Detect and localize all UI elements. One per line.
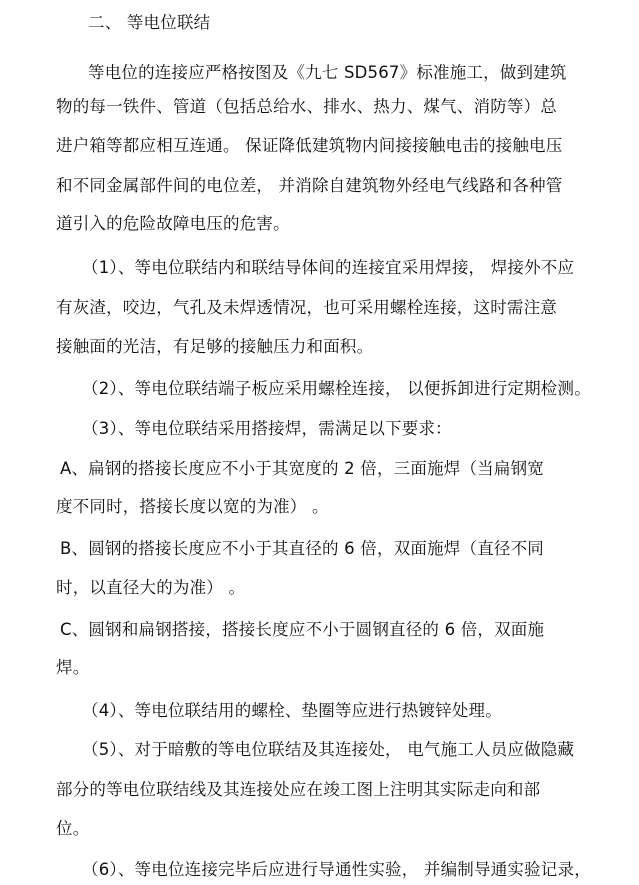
paragraph-line: 等电位的连接应严格按图及《九七 SD567》标准施工，做到建筑: [88, 63, 567, 82]
paragraph-line: 位。: [56, 819, 90, 838]
paragraph-line: 接触面的光洁，有足够的接触压力和面积。: [56, 337, 374, 356]
section-heading: 二、 等电位联结: [88, 13, 211, 32]
paragraph-line: 有灰渣，咬边，气孔及未焊透情况，也可采用螺栓连接，这时需注意: [56, 298, 557, 317]
list-item-6: （6）、等电位连接完毕后应进行导通性实验， 并编制导通实验记录，: [82, 860, 591, 879]
list-item-2: （2）、等电位联结端子板应采用螺栓连接， 以便拆卸进行定期检测。: [82, 379, 591, 398]
paragraph-line: 焊。: [56, 658, 90, 677]
paragraph-line: 部分的等电位联结线及其连接处应在竣工图上注明其实际走向和部: [56, 780, 541, 799]
paragraph-line: 道引入的危险故障电压的危害。: [56, 214, 290, 233]
sub-item-b: B、圆钢的搭接长度应不小于其直径的 6 倍，双面施焊（直径不同: [60, 539, 545, 558]
paragraph-line: 物的每一铁件、管道（包括总给水、排水、热力、煤气、消防等）总: [56, 97, 557, 116]
sub-item-a: A、扁钢的搭接长度应不小于其宽度的 2 倍，三面施焊（当扁钢宽: [60, 459, 544, 478]
paragraph-line: 和不同金属部件间的电位差， 并消除自建筑物外经电气线路和各种管: [56, 176, 563, 195]
sub-item-c: C、圆钢和扁钢搭接，搭接长度应不小于圆钢直径的 6 倍，双面施: [60, 620, 545, 639]
paragraph-line: 度不同时，搭接长度以宽的为准） 。: [56, 497, 329, 516]
list-item-1: （1）、等电位联结内和联结导体间的连接宜采用焊接， 焊接外不应: [82, 258, 575, 277]
list-item-4: （4）、等电位联结用的螺栓、垫圈等应进行热镀锌处理。: [82, 701, 502, 720]
paragraph-line: 进户箱等都应相互连通。 保证降低建筑物内间接接触电击的接触电压: [56, 136, 563, 155]
list-item-5: （5）、对于暗敷的等电位联结及其连接处， 电气施工人员应做隐藏: [82, 740, 575, 759]
list-item-3: （3）、等电位联结采用搭接焊，需满足以下要求：: [82, 419, 452, 438]
paragraph-line: 时，以直径大的为准） 。: [56, 578, 246, 597]
